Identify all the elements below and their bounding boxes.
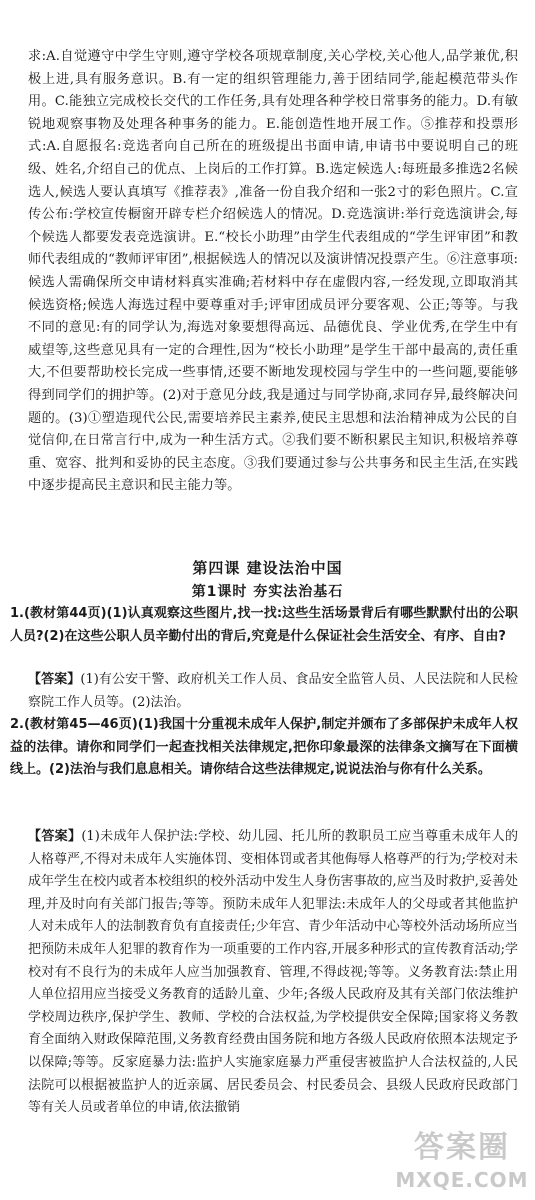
answer-tag: 【答案】 [28,672,81,687]
lesson-subtitle: 第1课时 夯实法治基石 [191,584,344,600]
answer-tag: 【答案】 [28,829,82,844]
lesson-title: 第四课 建设法治中国 [192,559,343,577]
question-1: 1.(教材第44页)(1)认真观察这些图片,找一找:这些生活场景背后有哪些默默付出的公职人员?(2)在这些公职人员辛勤付出的背后,究竟是什么保证社会生活安全、有序、自由? [10,606,518,644]
answer-2 [28,826,518,1120]
answer-1-text: (1)有公安干警、政府机关工作人员、食品安全监管人员、人民法院和人民检察院工作人员等。(2)法治。 [28,672,518,710]
watermark-logo-text: 答案圈 [414,1130,510,1165]
watermark-logo [392,1128,532,1196]
watermark-url: MXQE.COM [395,1168,529,1192]
question-2: 2.(教材第45—46页)(1)我国十分重视未成年人保护,制定并颁布了多部保护未成年人权益的法律。请你和同学们一起查找相关法律规定,把你印象最深的法律条文摘写在下面横线上。(2)法治与我们息息相关。请你结合这些法律规定,说说法治与你有什么关系。 [10,717,518,778]
answer-2-text: (1)未成年人保护法:学校、幼儿园、托儿所的教职员工应当尊重未成年人的人格尊严,不得对未成年人实施体罚、变相体罚或者其他侮辱人格尊严的行为;学校对未成年学生在校内或者本校组织的校外活动中发生人身伤害事故的,应当及时救护,妥善处理,并及时向有关部门报告;等等。预防未成年人犯罪法:未成年人的父母或者其他监护人对未成年人的法制教育负有直接责任;少年宫、青少年活动中心等校外活动场所应当把预防未成年人犯罪的教育作为一项重要的工作内容,开展多种形式的宣传教育活动;学校对有不良行为的未成年人应当加强教育、管理,不得歧视;等等。义务教育法:禁止用人单位招用应当接受义务教育的适龄儿童、少年;各级人民政府及其有关部门依法维护学校周边秩序,保护学生、教师、学校的合法权益,为学校提供安全保障;国家将义务教育全面纳入财政保障范围,义务教育经费由国务院和地方各级人民政府依照本法规定予以保障;等等。反家庭暴力法:监护人实施家庭暴力严重侵害被监护人合法权益的,人民法院可以根据被监护人的近亲属、居民委员会、村民委员会、县级人民政府民政部门等有关人员或者单位的申请,依法撤销 [28,829,518,1116]
intro-paragraph: 求:A.自觉遵守中学生守则,遵守学校各项规章制度,关心学校,关心他人,品学兼优,积极上进,具有服务意识。B.有一定的组织管理能力,善于团结同学,能起模范带头作用。C.能独立完成校长交代的工作任务,具有处理各种学校日常事务的能力。D.有敏锐地观察事物及处理各种事务的能力。E.能创造性地开展工作。⑤推荐和投票形式:A.自愿报名:竞选者向自己所在的班级提出书面申请,申请书中要说明自己的班级、姓名,介绍自己的优点、上岗后的工作打算。B.选定候选人:每班最多推选2名候选人,候选人要认真填写《推荐表》,准备一份自我介绍和一张2寸的彩色照片。C.宣传公布:学校宣传橱窗开辟专栏介绍候选人的情况。D.竞选演讲:举行竞选演讲会,每个候选人都要发表竞选演讲。E.“校长小助理”由学生代表组成的“学生评审团”和教师代表组成的“教师评审团”,根据候选人的情况以及演讲情况投票产生。⑥注意事项:候选人需确保所交申请材料真实准确;若材料中存在虚假内容,一经发现,立即取消其候选资格;候选人海选过程中要尊重对手;评审团成员评分要客观、公正;等等。与我不同的意见:有的同学认为,海选对象要想得高远、品德优良、学业优秀,在学生中有威望等,这些意见具有一定的合理性,因为“校长小助理”是学生干部中最高的,责任重大,不但要帮助校长完成一些事情,还要不断地发现校园与学生中的一些问题,要能够得到同学们的拥护等。(2)对于意见分歧,我是通过与同学协商,求同存异,最终解决问题的。(3)①塑造现代公民,需要培养民主素养,使民主思想和法治精神成为公民的自觉信仰,在日常言行中,成为一种生活方式。②我们要不断积累民主知识,积极培养尊重、宽容、批判和妥协的民主态度。③我们要通过参与公共事务和民主生活,在实践中逐步提高民主意识和民主能力等。 [28,49,518,494]
answer-1 [28,669,518,714]
